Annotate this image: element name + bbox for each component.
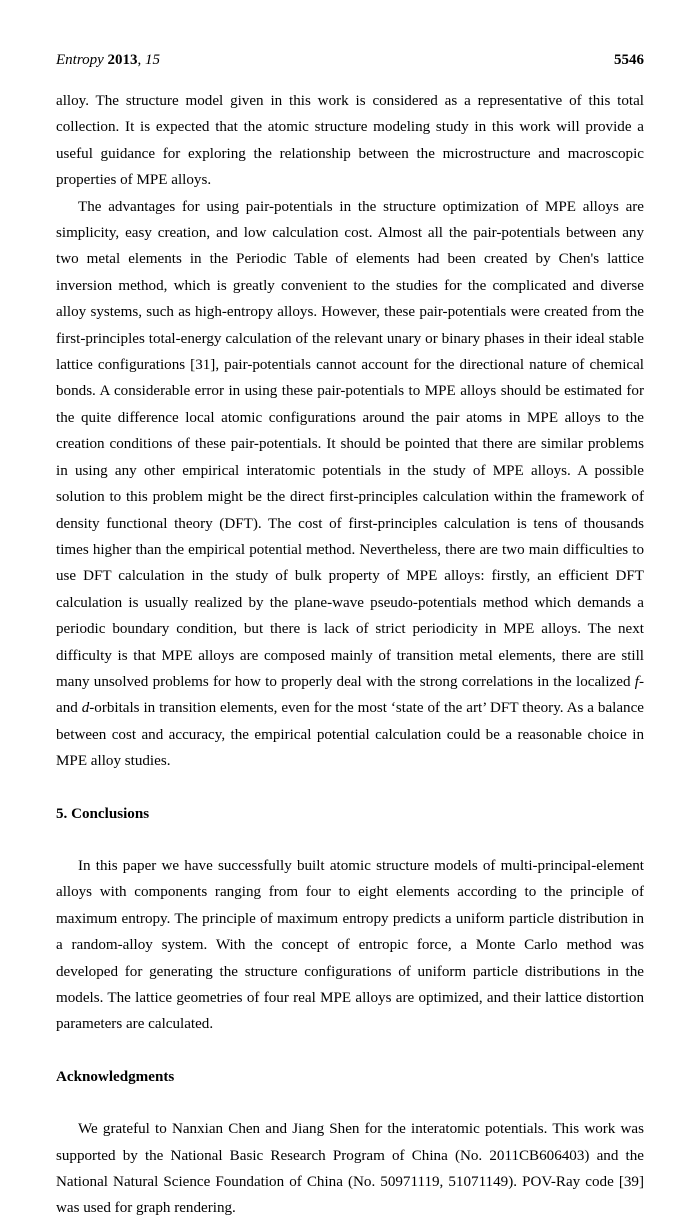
paragraph-conclusions: In this paper we have successfully built atomic structure models of multi-principal-element alloys with components ranging from four to eight elements according to the principle of maximum entropy. The principle of maximum entropy predicts a uniform particle distribution in a random-alloy system. With the concept of entropic force, a Monte Carlo method was developed for generating the structure configurations of uniform particle distributions in the models. The lattice geometries of four real MPE alloys are optimized, and their lattice distortion parameters are calculated. xyxy=(56,857,644,1033)
journal-reference xyxy=(56,50,160,70)
orbital-symbol-d: d xyxy=(81,700,90,717)
spacer-before-conclusions xyxy=(56,775,644,801)
spacer-before-acknowledgments xyxy=(56,1038,644,1064)
journal-comma: , xyxy=(137,52,146,68)
document-body xyxy=(56,88,644,1222)
paragraph-pair-potentials xyxy=(56,194,644,775)
spacer-after-conclusions xyxy=(56,827,644,853)
paragraph-continuation: alloy. The structure model given in this work is considered as a representative of this total collection. It is expected that the atomic structure modeling study in this work will provide a useful guidance for exploring the relationship between the microstructure and macroscopic properties of MPE alloys. xyxy=(56,93,644,189)
paragraph-text-part-1: The advantages for using pair-potentials in the structure optimization of MPE alloys are simplicity, easy creation, and low calculation cost. Almost all the pair-potentials between any two metal elements in the Periodic Table of elements had been created by Chen's lattice inversion method, which is greatly convenient to the studies for the complicated and diverse alloy systems, such as high-entropy alloys. However, these pair-potentials were created from the first-principles total-energy calculation of the relevant unary or binary phases in their ideal stable lattice configurations [31], pair-potentials cannot account for the directional nature of chemical bonds. A considerable error in using these pair-potentials to MPE alloys should be estimated for the quite difference local atomic configurations around the pair atoms in MPE alloys to the creation conditions of these pair-potentials. It should be pointed that there are similar problems in using any other empirical interatomic potentials in the study of MPE alloys. A possible solution to this problem might be the direct first-principles calculation within the framework of density functional theory (DFT). The cost of first-principles calculation is tens of thousands times higher than the empirical potential method. Nevertheless, there are two main difficulties to use DFT calculation in the study of bulk property of MPE alloys: firstly, an efficient DFT calculation is usually realized by the plane-wave pseudo-potentials method which demands a periodic boundary condition, but there is lack of strict periodicity in MPE alloys. The next difficulty is that MPE alloys are composed mainly of transition metal elements, there are still many unsolved problems for how to properly deal with the strong correlations in the localized xyxy=(56,198,644,690)
running-head xyxy=(56,50,644,70)
heading-conclusions: 5. Conclusions xyxy=(56,805,150,822)
paragraph-text-part-3: -orbitals in transition elements, even for the most ‘state of the art’ DFT theory. As a balance between cost and accuracy, the empirical potential calculation could be a reasonable choice in MPE alloy studies. xyxy=(56,700,644,770)
paragraph-text-part-2: - and xyxy=(56,673,644,717)
journal-name: Entropy xyxy=(56,52,104,68)
journal-volume: 15 xyxy=(145,52,161,68)
orbital-symbol-f: f xyxy=(634,673,639,690)
page-number: 5546 xyxy=(614,52,644,68)
paragraph-acknowledgments: We grateful to Nanxian Chen and Jiang Shen for the interatomic potentials. This work was supported by the National Basic Research Program of China (No. 2011CB606403) and the National Natural Science Foundation of China (No. 50971119, 51071149). POV-Ray code [39] was used for graph rendering. xyxy=(56,1121,644,1217)
heading-acknowledgments: Acknowledgments xyxy=(56,1068,175,1085)
spacer-after-acknowledgments xyxy=(56,1090,644,1116)
journal-year: 2013 xyxy=(107,52,138,68)
